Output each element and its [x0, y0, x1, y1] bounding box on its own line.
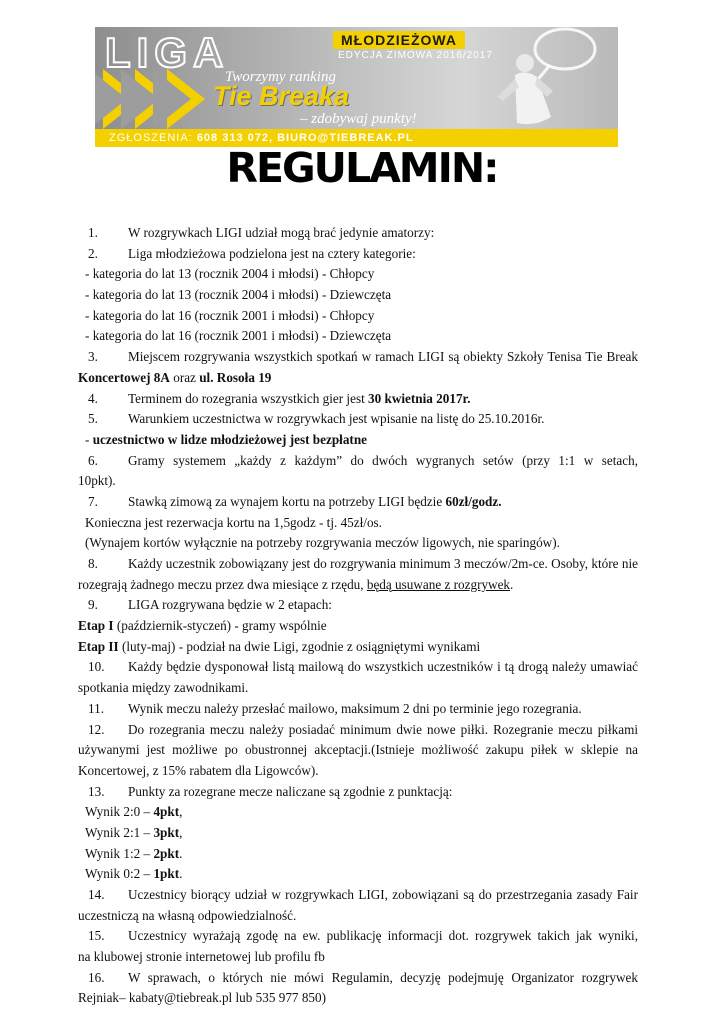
rule-6-cont: 10pkt).: [78, 473, 116, 489]
punct: .: [179, 866, 183, 882]
banner-category: MŁODZIEŻOWA: [333, 31, 465, 49]
score-points: 3pkt: [153, 824, 180, 840]
rule-16-cont: Rejniak– kabaty@tiebreak.pl lub 535 977 850): [78, 990, 326, 1006]
rule-13: [78, 782, 638, 803]
rule-12-cont: Koncertowej, z 15% rabatem dla Ligowców).: [78, 762, 319, 778]
rule-number: 13.: [88, 783, 105, 799]
rule-12: [78, 720, 638, 741]
removal-note: będą usuwane z rozgrywek: [366, 576, 511, 592]
rule-number: 14.: [88, 887, 105, 902]
rule-7-sub: (Wynajem kortów wyłącznie na potrzeby rozgrywania meczów ligowych, nie sparingów).: [85, 535, 560, 551]
score-row: [78, 844, 638, 865]
rule-text: LIGA rozgrywana będzie w 2 etapach:: [128, 597, 332, 613]
score-points: 2pkt: [153, 845, 180, 861]
banner-edition: EDYCJA ZIMOWA 2016/2017: [338, 50, 493, 61]
rule-text: Każdy uczestnik zobowiązany jest do rozgrywania minimum 3 meczów/2m-ce. Osoby, które nie: [128, 556, 638, 571]
score-label: Wynik 1:2 –: [85, 845, 154, 861]
rule-16: [78, 968, 638, 989]
rule-text: Miejscem rozgrywania wszystkich spotkań w ramach LIGI są obiekty Szkoły Tenisa Tie Break: [128, 349, 638, 365]
rule-number: 12.: [88, 721, 105, 737]
rule-text: Każdy będzie dysponował listą mailową do wszystkich uczestników i tą drogą należy umawiać: [128, 659, 638, 675]
punct: .: [179, 845, 183, 861]
rule-2: [78, 244, 638, 265]
rules-list: [78, 223, 638, 1009]
stage-label: Etap I: [78, 618, 114, 634]
contact-label: ZGŁOSZENIA:: [109, 132, 193, 144]
score-points: 1pkt: [153, 866, 180, 882]
punct: ,: [179, 824, 183, 840]
rule-7-sub: Konieczna jest rezerwacja kortu na 1,5godz - tj. 45zł/os.: [85, 514, 382, 530]
rule-9: [78, 595, 638, 616]
score-row: [78, 802, 638, 823]
court-price: 60zł/godz.: [445, 493, 502, 509]
rule-text: Do rozegrania meczu należy posiadać minimum dwie nowe piłki. Rozegranie meczu piłkami: [128, 721, 638, 737]
address-1: Koncertowej 8A: [78, 369, 170, 385]
rule-number: 7.: [88, 493, 98, 509]
rule-number: 9.: [88, 597, 98, 613]
rule-text: W rozgrywkach LIGI udział mogą brać jedynie amatorzy:: [128, 225, 435, 240]
rule-5: [78, 409, 638, 430]
rule-text: Punkty za rozegrane mecze naliczane są zgodnie z punktacją:: [128, 783, 453, 799]
rule-3: [78, 347, 638, 368]
rule-8-cont: [78, 575, 638, 596]
score-label: Wynik 0:2 –: [85, 866, 154, 882]
score-label: Wynik 2:0 –: [85, 804, 154, 820]
rule-text: Gramy systemem „każdy z każdym” do dwóch wygranych setów (przy 1:1 w setach,: [128, 452, 638, 468]
period: .: [510, 576, 514, 592]
rule-8: [78, 554, 638, 575]
rule-text: Warunkiem uczestnictwa w rozgrywkach jest wpisanie na listę do 25.10.2016r.: [128, 411, 545, 427]
deadline: 30 kwietnia 2017r.: [368, 390, 471, 406]
rule-text: rozegrają żadnego meczu przez dwa miesiące z rzędu,: [78, 576, 367, 592]
rule-text: W sprawach, o których nie mówi Regulamin, decyzję podejmuję Organizator rozgrywek: [128, 969, 638, 985]
category-item: - kategoria do lat 16 (rocznik 2001 i młodsi) - Chłopcy: [85, 307, 375, 323]
stage-1: [78, 616, 638, 637]
rule-number: 2.: [88, 245, 98, 261]
category-item: - kategoria do lat 13 (rocznik 2004 i młodsi) - Chłopcy: [85, 266, 375, 282]
stage-text: (luty-maj) - podział na dwie Ligi, zgodnie z osiągniętymi wynikami: [118, 638, 481, 654]
rule-6: [78, 451, 638, 472]
rule-4: [78, 389, 638, 410]
banner-liga-logo: LIGA: [105, 29, 230, 76]
rule-5-sub: [78, 430, 638, 451]
rule-number: 6.: [88, 452, 98, 468]
banner-tiebreak-logo: Tie Breaka: [213, 81, 350, 111]
rule-number: 1.: [88, 225, 98, 240]
rule-12-cont: używanymi jest możliwe po obustronnej akceptacji.(Istnieje możliwość zakupu piłek w sklepie na: [78, 742, 638, 758]
stage-2: [78, 637, 638, 658]
rule-number: 4.: [88, 390, 98, 406]
score-points: 4pkt: [153, 804, 180, 820]
rule-15-cont: na klubowej stronie internetowej lub profilu fb: [78, 949, 325, 965]
rule-14: [78, 885, 638, 906]
stage-label: Etap II: [78, 638, 119, 654]
rule-text: Uczestnicy wyrażają zgodę na ew. publikację informacji dot. rozgrywek takich jak wyniki,: [128, 928, 638, 944]
rule-number: 15.: [88, 928, 105, 944]
rule-number: 11.: [88, 700, 104, 716]
rule-14-cont: uczestniczą na własną odpowiedzialność.: [78, 907, 297, 923]
rule-number: 10.: [88, 659, 105, 675]
score-row: [78, 864, 638, 885]
banner-tagline-2: – zdobywaj punkty!: [300, 111, 417, 127]
rule-number: 3.: [88, 349, 98, 365]
rule-text: Wynik meczu należy przesłać mailowo, maksimum 2 dni po terminie jego rozegrania.: [128, 700, 582, 716]
punct: ,: [179, 804, 183, 820]
rule-3-cont: [78, 368, 638, 389]
category-item: - kategoria do lat 16 (rocznik 2001 i młodsi) - Dziewczęta: [85, 328, 392, 344]
stage-text: (październik-styczeń) - gramy wspólnie: [113, 618, 327, 634]
rule-10-cont: spotkania między zawodnikami.: [78, 680, 249, 696]
rule-15: [78, 926, 638, 947]
page-title: REGULAMIN:: [226, 144, 498, 192]
rule-text: Terminem do rozegrania wszystkich gier jest: [128, 390, 369, 406]
score-label: Wynik 2:1 –: [85, 824, 154, 840]
rule-text: Liga młodzieżowa podzielona jest na cztery kategorie:: [128, 245, 416, 261]
rule-1: [78, 223, 638, 244]
banner-tagline-1: Tworzymy ranking: [225, 69, 336, 85]
rule-number: 16.: [88, 969, 105, 985]
rule-text: Stawką zimową za wynajem kortu na potrzeby LIGI będzie: [128, 493, 446, 509]
tennis-player-icon: [455, 27, 618, 131]
chevron-cut: [153, 69, 191, 129]
rule-text: Uczestnicy biorący udział w rozgrywkach LIGI, zobowiązani są do przestrzegania zasady Fair: [128, 887, 638, 902]
dash: -: [85, 431, 93, 447]
rule-7: [78, 492, 638, 513]
header-banner: [95, 27, 618, 147]
category-item: - kategoria do lat 13 (rocznik 2004 i młodsi) - Dziewczęta: [85, 287, 392, 303]
free-note: uczestnictwo w lidze młodzieżowej jest bezpłatne: [92, 431, 368, 447]
score-row: [78, 823, 638, 844]
contact-value: 608 313 072, BIURO@TIEBREAK.PL: [196, 132, 414, 144]
rule-number: 8.: [88, 556, 98, 571]
rule-11: [78, 699, 638, 720]
rule-10: [78, 657, 638, 678]
rule-text: oraz: [169, 369, 200, 385]
rule-number: 5.: [88, 411, 98, 427]
address-2: ul. Rosoła 19: [199, 369, 272, 385]
